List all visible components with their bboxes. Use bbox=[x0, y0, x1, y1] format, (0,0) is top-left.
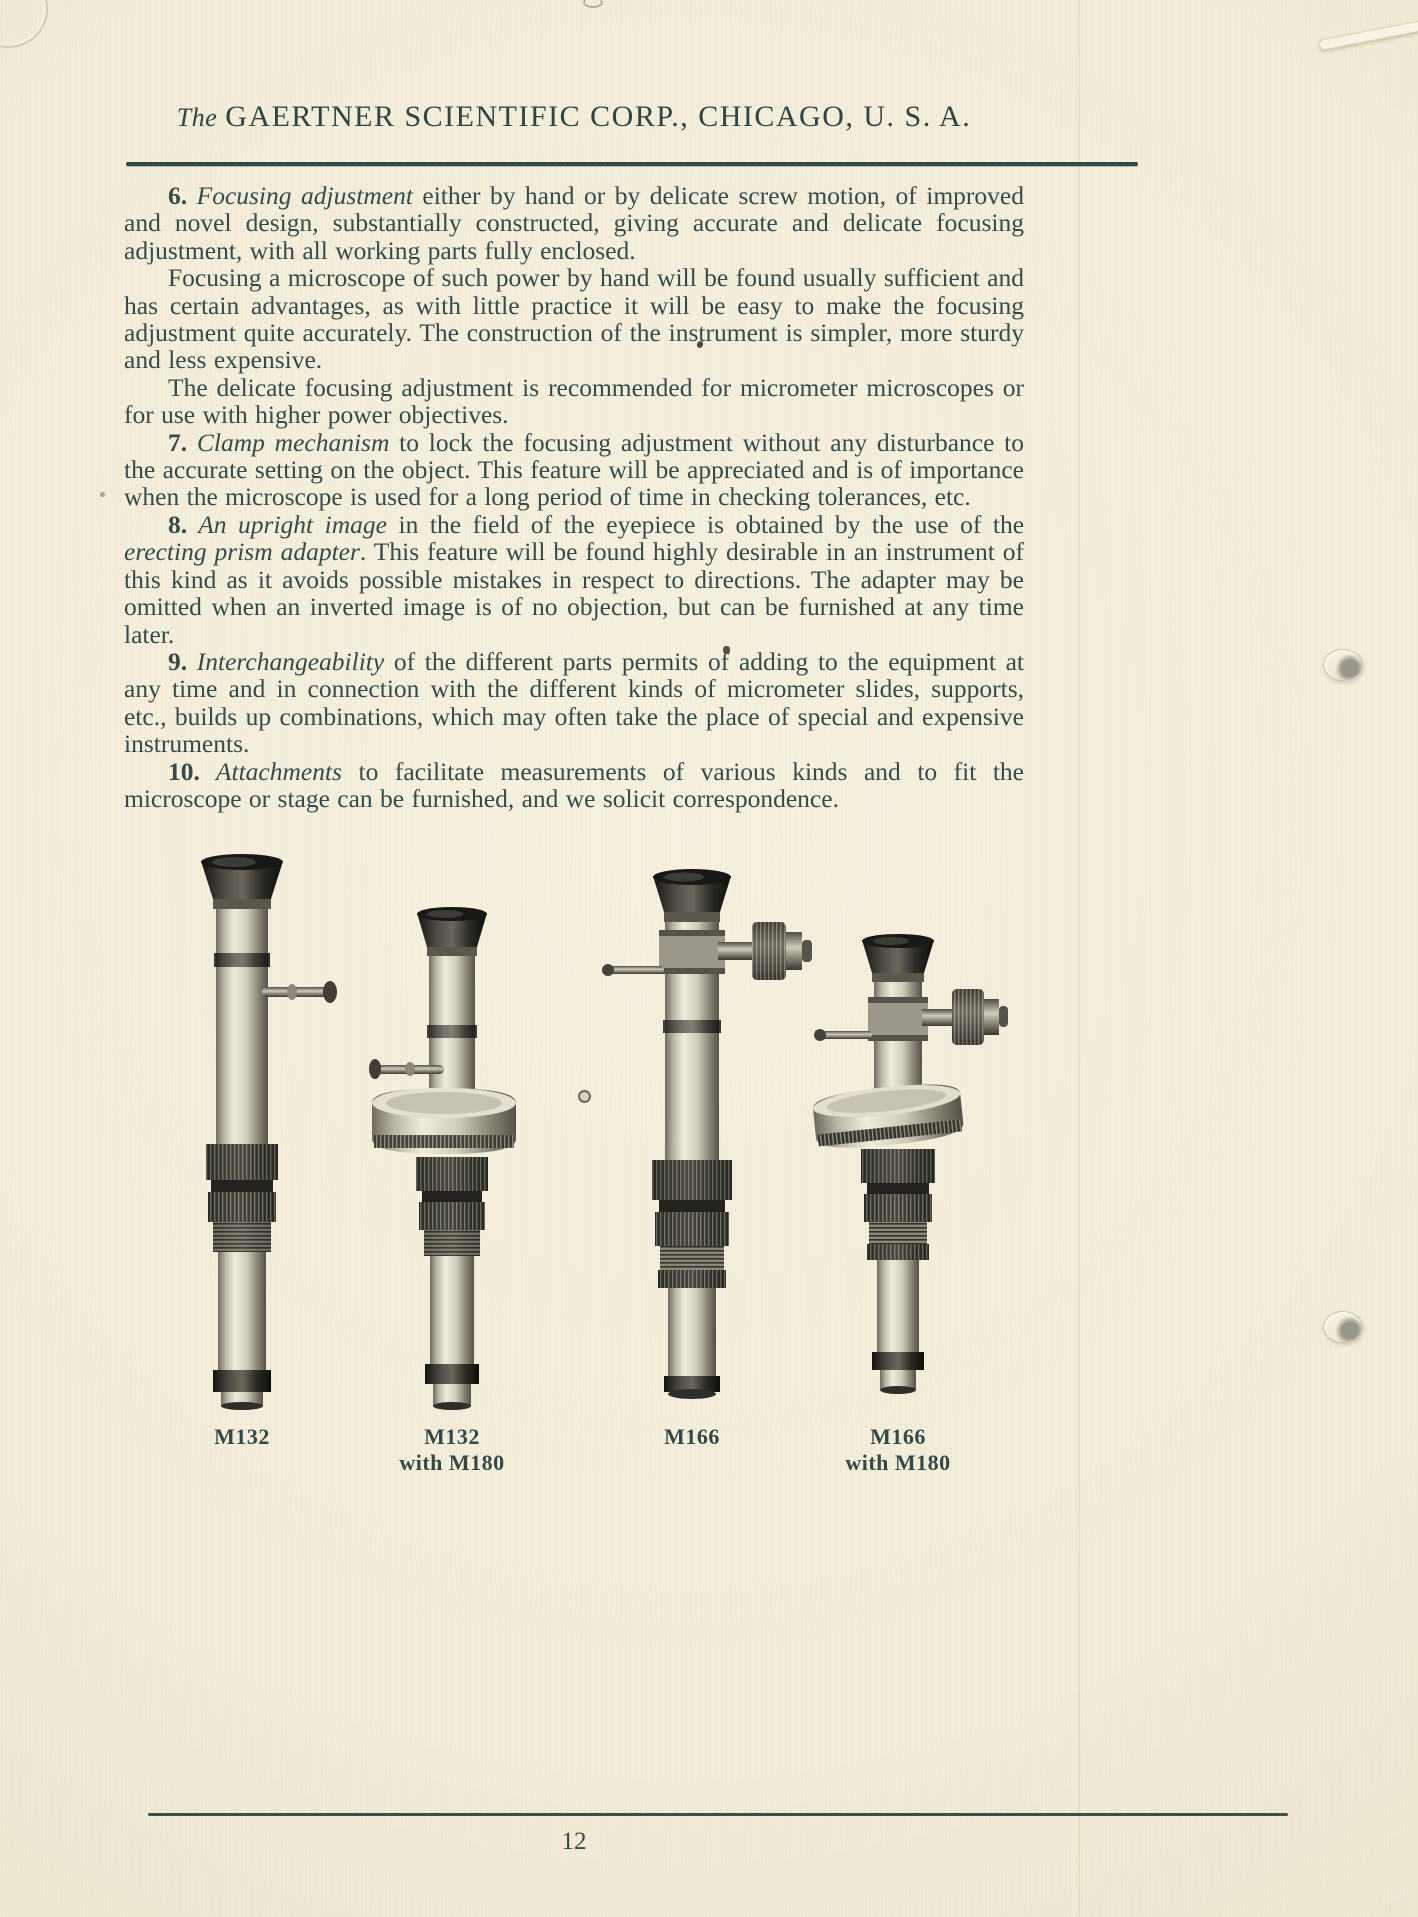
figure-caption-m166-with-m180 bbox=[803, 1424, 993, 1476]
article-body bbox=[124, 182, 1024, 812]
page-number: 12 bbox=[561, 1828, 587, 1855]
paper-crease bbox=[1078, 0, 1080, 1917]
caption-line: M132 bbox=[424, 1424, 480, 1449]
punch-hole-bottom bbox=[1323, 1311, 1363, 1343]
page-corner-crease bbox=[0, 0, 48, 48]
microscope-m166-with-m180 bbox=[811, 934, 1008, 1394]
punch-hole-top bbox=[1323, 649, 1363, 681]
paragraph-item-6: 6. Focusing adjustment either by hand or by delicate screw motion, of improved and novel design, substantially constructed, giving accurate and delicate focusing adjustment, with all working parts fully enclosed. bbox=[124, 181, 1024, 265]
caption-line: with M180 bbox=[845, 1450, 951, 1475]
microscope-m166 bbox=[602, 869, 812, 1399]
paragraph-focusing-by-hand: Focusing a microscope of such power by hand will be found usually sufficient and has certain advantages, as with little practice it will be easy to make the focusing adjustment quite accurately. The construction of the instrument is simpler, more sturdy and less expensive. bbox=[124, 263, 1024, 375]
paragraph-item-9: 9. Interchangeability of the different parts permits of adding to the equipment at any time and in connection with the different kinds of micrometer slides, supports, etc., builds up combinations, which may often take the place of special and expensive instruments. bbox=[124, 646, 1024, 759]
figure-caption-m132 bbox=[147, 1424, 337, 1450]
microscope-m132 bbox=[201, 854, 337, 1410]
page-header bbox=[124, 100, 1024, 134]
header-title: GAERTNER SCIENTIFIC CORP., CHICAGO, U. S. A. bbox=[225, 100, 972, 133]
paragraph-item-8: 8. An upright image in the field of the eyepiece is obtained by the use of the erecting prism adapter. This feature will be found highly desirable in an instrument of this kind as it avoids possible mistakes in respect to directions. The adapter may be omitted when an inverted image is of no objection, but can be furnished at any time later. bbox=[124, 509, 1025, 649]
header-the: The bbox=[176, 103, 218, 132]
paragraph-delicate-focusing: The delicate focusing adjustment is recommended for micrometer microscopes or for use with higher power objectives. bbox=[124, 372, 1024, 430]
torn-corner-mark bbox=[1318, 20, 1418, 51]
top-edge-mark bbox=[583, 0, 603, 8]
figure-caption-m132-with-m180 bbox=[357, 1424, 547, 1476]
caption-line: M132 bbox=[214, 1424, 270, 1449]
paragraph-item-7: 7. Clamp mechanism to lock the focusing adjustment without any disturbance to the accurate setting on the object. This feature will be appreciated and is of importance when the microscope is used for a long period of time in checking tolerances, etc. bbox=[124, 427, 1024, 512]
microscopes-illustration bbox=[0, 850, 1050, 1425]
footer-rule bbox=[148, 1813, 1288, 1816]
header-rule bbox=[126, 162, 1138, 166]
figure-caption-m166 bbox=[597, 1424, 787, 1450]
microscope-m132-with-m180 bbox=[369, 907, 516, 1410]
caption-line: M166 bbox=[870, 1424, 926, 1449]
paragraph-item-10: 10. Attachments to facilitate measurements of various kinds and to fit the microscope or stage can be furnished, and we solicit correspondence. bbox=[124, 756, 1024, 813]
caption-line: M166 bbox=[664, 1424, 720, 1449]
caption-line: with M180 bbox=[399, 1450, 505, 1475]
ink-speck bbox=[100, 492, 105, 497]
